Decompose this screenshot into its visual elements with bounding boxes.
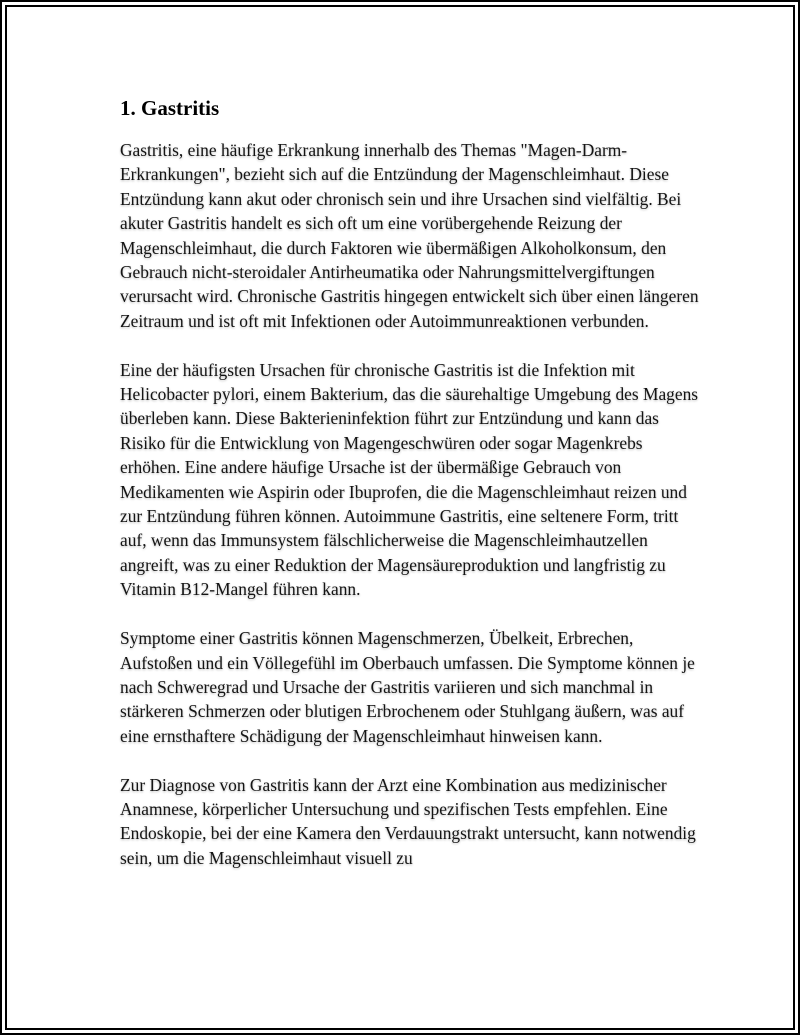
paragraph-4: Zur Diagnose von Gastritis kann der Arzt eine Kombination aus medizinischer Anamnese, körperlicher Untersuchung und spezifischen Tests empfehlen. Eine Endoskopie, bei der eine Kamera den Verdauungstrakt untersucht, kann notwendig sein, um die Magenschleimhaut visuell zu — [120, 774, 696, 868]
paragraph-2: Eine der häufigsten Ursachen für chronische Gastritis ist die Infektion mit Helicobacter pylori, einem Bakterium, das die säurehaltige Umgebung des Magens überleben kann. Diese Bakterieninfektion führt zur Entzündung und kann das Risiko für die Entwicklung von Magengeschwüren oder sogar Magenkrebs erhöhen. Eine andere häufige Ursache ist der übermäßige Gebrauch von Medikamenten wie Aspirin oder Ibuprofen, die die Magenschleimhaut reizen und zur Entzündung führen können. Autoimmune Gastritis, eine seltenere Form, tritt auf, wenn das Immunsystem fälschlicherweise die Magenschleimhautzellen angreift, was zu einer Reduktion der Magensäureproduktion und langfristig zu Vitamin B12-Mangel führen kann. — [120, 359, 699, 600]
document-body — [120, 94, 700, 895]
paragraph-1: Gastritis, eine häufige Erkrankung innerhalb des Themas "Magen-Darm-Erkrankungen", bezieht sich auf die Entzündung der Magenschleimhaut. Diese Entzündung kann akut oder chronisch sein und ihre Ursachen sind vielfältig. Bei akuter Gastritis handelt es sich oft um eine vorübergehende Reizung der Magenschleimhaut, die durch Faktoren wie übermäßigen Alkoholkonsum, den Gebrauch nicht-steroidaler Antirheumatika oder Nahrungsmittelvergiftungen verursacht wird. Chronische Gastritis hingegen entwickelt sich über einen längeren Zeitraum und ist oft mit Infektionen oder Autoimmunreaktionen verbunden. — [120, 140, 699, 331]
paragraph-3: Symptome einer Gastritis können Magenschmerzen, Übelkeit, Erbrechen, Aufstoßen und ein Völlegefühl im Oberbauch umfassen. Die Symptome können je nach Schweregrad und Ursache der Gastritis variieren und sich manchmal in stärkeren Schmerzen oder blutigen Erbrochenem oder Stuhlgang äußern, was auf eine ernsthaftere Schädigung der Magenschleimhaut hinweisen kann. — [120, 628, 695, 746]
section-heading: 1. Gastritis — [120, 96, 220, 120]
